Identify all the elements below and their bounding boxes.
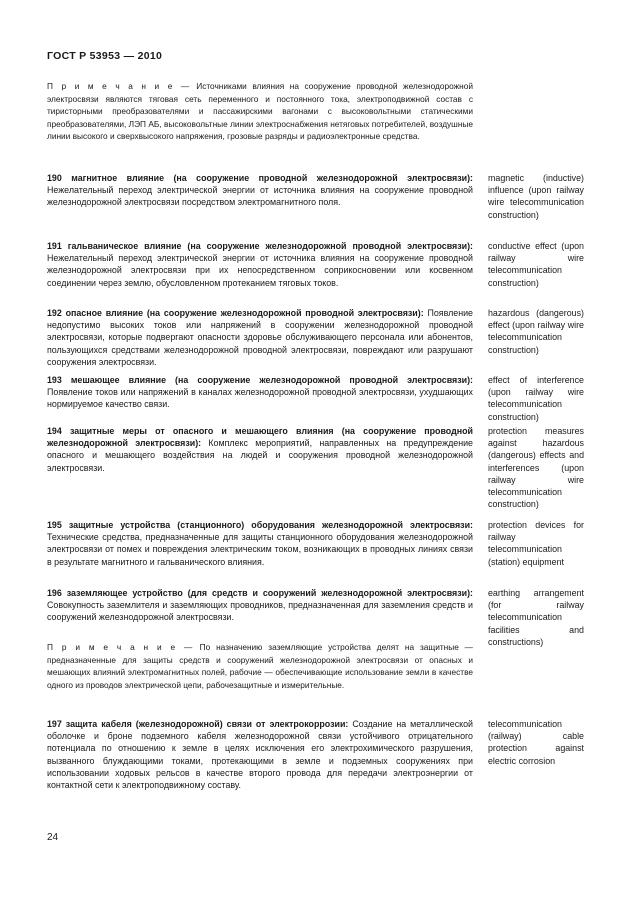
term-title: 190 магнитное влияние (на сооружение проводной железнодорожной электросвязи): xyxy=(47,173,473,183)
note-prefix: П р и м е ч а н и е — xyxy=(47,81,191,91)
term-english-192: hazardous (dangerous) effect (upon railway wire telecommunication construction) xyxy=(488,308,584,355)
term-english-196: earthing arrangement (for railway telecommunication facilities and constructions) xyxy=(488,588,584,647)
term-title: 193 мешающее влияние (на сооружение железнодорожной проводной электросвязи): xyxy=(47,375,473,385)
note-prefix: П р и м е ч а н и е — xyxy=(47,642,194,652)
term-entry-196 xyxy=(47,587,473,624)
term-entry-192 xyxy=(47,307,473,368)
term-entry-195 xyxy=(47,519,473,568)
document-header: ГОСТ Р 53953 — 2010 xyxy=(47,50,163,62)
term-definition: Комплекс мероприятий, направленных на предупреждение опасного и мешающего воздействия на людей и сооружения проводной железнодорожной электросвязи. xyxy=(47,438,473,473)
term-definition: Нежелательный переход электрической энергии от источника влияния на сооружение проводной железнодорожной электросвязи посредством электромагнитного поля. xyxy=(47,185,473,208)
page-number: 24 xyxy=(47,832,59,843)
term-english-193: effect of interference (upon railway wire telecommunication construction) xyxy=(488,375,584,422)
term-entry-190 xyxy=(47,172,473,209)
term-english-191: conductive effect (upon railway wire telecommunication construction) xyxy=(488,241,584,288)
note-sources-of-influence xyxy=(47,80,473,143)
term-title: 197 защита кабеля (железнодорожной) связи от электрокоррозии: xyxy=(47,719,349,729)
term-title: 194 защитные меры от опасного и мешающего влияния (на сооружение проводной железнодорожной электросвязи): xyxy=(47,426,473,449)
term-english-195: protection devices for railway telecommunication (station) equipment xyxy=(488,520,584,567)
note-earthing-purpose xyxy=(47,641,473,691)
term-title: 192 опасное влияние (на сооружение железнодорожной проводной электросвязи): xyxy=(47,308,424,318)
note-text: По назначению заземляющие устройства делят на защитные — предназначенные для защиты средств и сооружений железнодорожной электросвязи от опасных и мешающих влияний электромагнитных полей, рабочие — обеспечивающие использование земли в качестве одного из проводов электрической цепи, рабочезащитные и измерительные. xyxy=(47,642,473,690)
term-definition: Нежелательный переход электрической энергии от источника влияния на сооружение проводной железнодорожной электросвязи при их непосредственном соприкосновении или косвенном соединении через землю, обусловленном протеканием тяговых токов. xyxy=(47,253,473,288)
term-title: 191 гальваническое влияние (на сооружение железнодорожной проводной электросвязи): xyxy=(47,241,473,251)
term-definition: Появление недопустимо высоких токов или напряжений в сооружении железнодорожной проводной электросвязи, которые подвергают опасности здоровье обслуживающего персонала или абонентов, пользующихся средствами железнодорожной проводной электросвязи, повреждают или разрушают сооружения электросвязи. xyxy=(47,308,473,367)
term-english-197: telecommunication (railway) cable protection against electric corrosion xyxy=(488,719,584,766)
term-title: 195 защитные устройства (станционного) оборудования железнодорожной электросвязи: xyxy=(47,520,473,530)
term-definition: Технические средства, предназначенные для защиты станционного оборудования железнодорожной электросвязи от помех и повреждения электрическим током, возникающих в проводных линиях связи в результате магнитного и гальванического влияния. xyxy=(47,532,473,567)
term-english-194: protection measures against hazardous (dangerous) effects and interferences (upon railway wire telecommunication construction) xyxy=(488,426,584,510)
note-text: Источниками влияния на сооружение проводной железнодорожной электросвязи являются тяговая сеть переменного и постоянного тока, электроподвижной состав с тиристорными преобразователями и пассажирскими вагонами с высоковольтными статическими преобразователями, ЛЭП АБ, высоковольтные линии электроснабжения нетяговых потребителей, воздушные линии высокого и сверхвысокого напряжения, грозовые разряды и радиоэлектронные средства. xyxy=(47,81,473,142)
term-entry-194 xyxy=(47,425,473,474)
term-entry-191 xyxy=(47,240,473,289)
term-definition: Создание на металлической оболочке и броне подземного кабеля железнодорожной связи устойчивого отрицательного потенциала по отношению к земле в целях исключения его электрохимического разрушения, вызванного блуждающими токами, протекающими в земле и подземных сооружениях при использовании ходовых рельсов в качестве второго провода для передачи электроэнергии от контактной сети к электроподвижному составу. xyxy=(47,719,474,791)
term-definition: Появление токов или напряжений в каналах железнодорожной проводной электросвязи, ухудшающих нормируемое качество связи. xyxy=(47,387,473,410)
term-entry-193 xyxy=(47,374,473,411)
term-entry-197 xyxy=(47,718,473,791)
term-english-190: magnetic (inductive) influence (upon railway wire telecommunication construction) xyxy=(488,173,584,220)
term-title: 196 заземляющее устройство (для средств и сооружений железнодорожной электросвязи): xyxy=(47,588,473,598)
term-definition: Совокупность заземлителя и заземляющих проводников, предназначенная для заземления средств и сооружений железнодорожной электросвязи. xyxy=(47,600,473,623)
